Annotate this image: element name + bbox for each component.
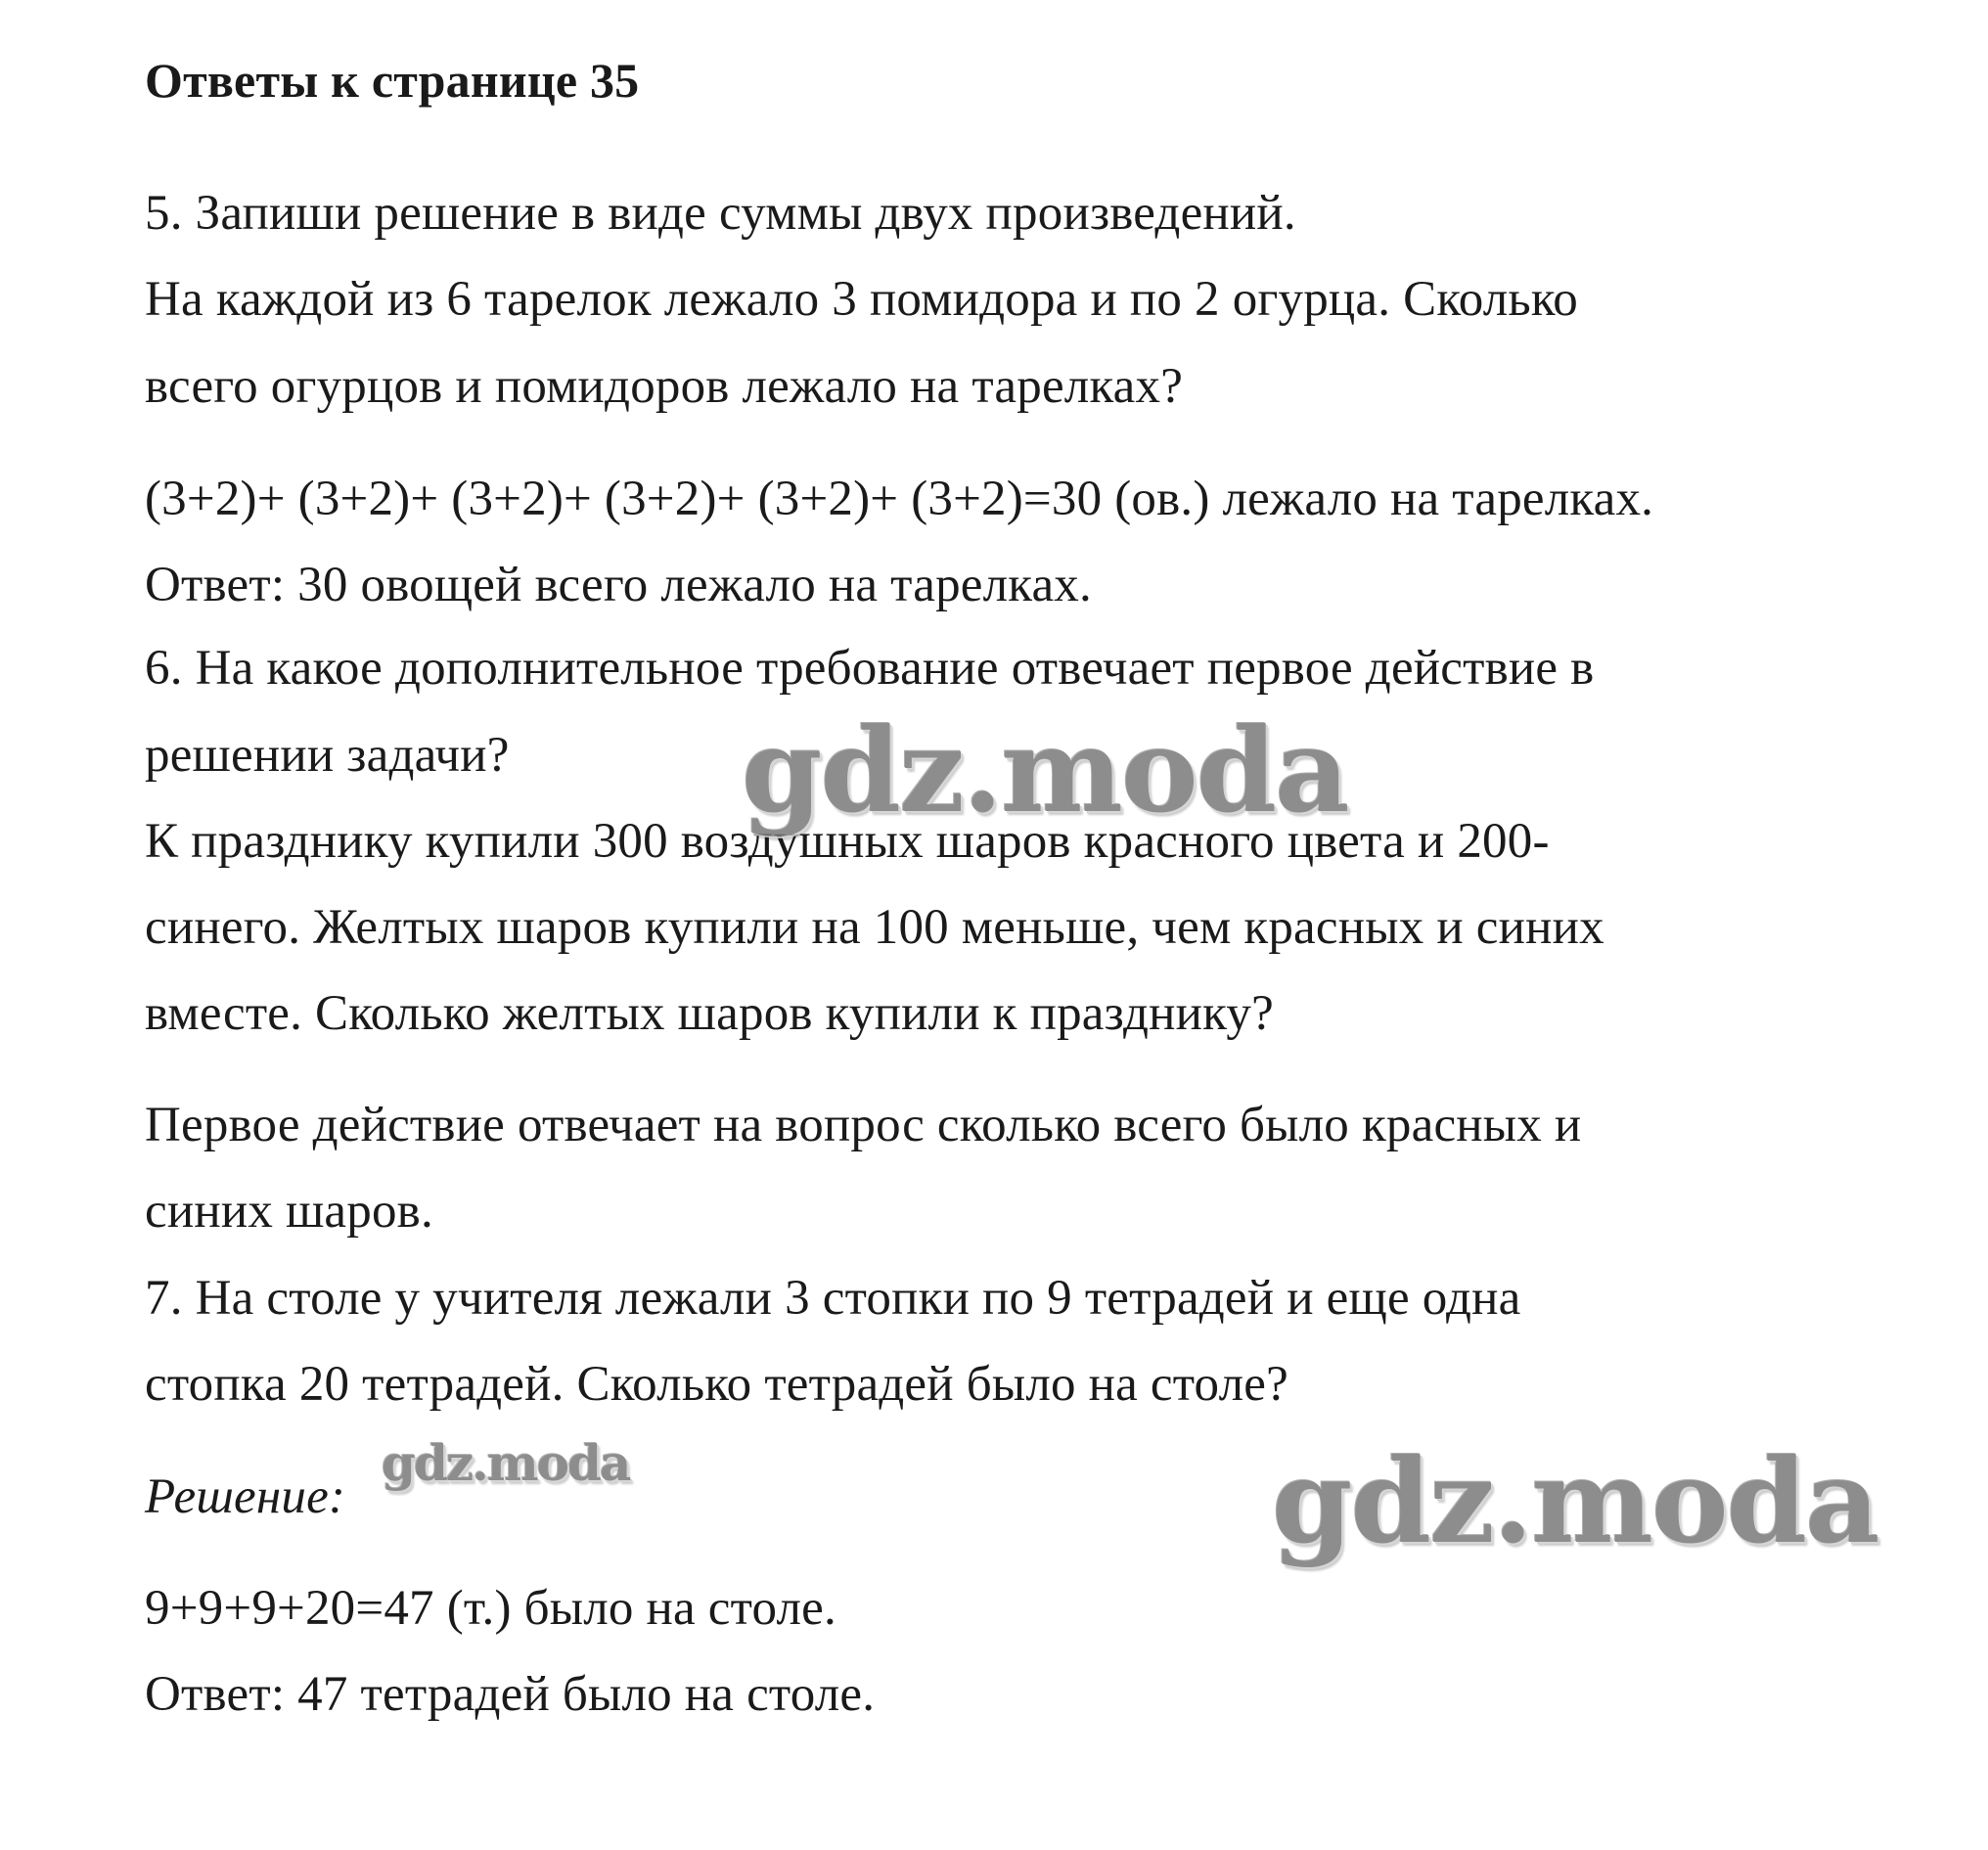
task5-solution: (3+2)+ (3+2)+ (3+2)+ (3+2)+ (3+2)+ (3+2)=30 (ов.) лежало на тарелках. (145, 472, 1654, 526)
task6-text-line2: синего. Желтых шаров купили на 100 меньше, чем красных и синих (145, 900, 1604, 955)
task6-heading-line2: решении задачи? (145, 728, 510, 783)
task7-solution-label: Решение: (145, 1469, 346, 1524)
task5-text-line2: всего огурцов и помидоров лежало на тарелках? (145, 359, 1184, 414)
task6-text-line1: К празднику купили 300 воздушных шаров красного цвета и 200- (145, 814, 1550, 869)
task5-heading: 5. Запиши решение в виде суммы двух произведений. (145, 186, 1296, 241)
task7-solution: 9+9+9+20=47 (т.) было на столе. (145, 1581, 836, 1636)
task5-text-line1: На каждой из 6 тарелок лежало 3 помидора и по 2 огурца. Сколько (145, 272, 1578, 327)
task7-heading-line1: 7. На столе у учителя лежали 3 стопки по 9 тетрадей и еще одна (145, 1271, 1521, 1326)
watermark-bottom-right: gdz.moda (1272, 1433, 1878, 1569)
watermark-middle: gdz.moda (742, 702, 1348, 838)
task6-heading-line1: 6. На какое дополнительное требование отвечает первое действие в (145, 641, 1595, 696)
watermark-small: gdz.moda (382, 1434, 630, 1492)
task6-text-line3: вместе. Сколько желтых шаров купили к празднику? (145, 986, 1274, 1041)
task6-answer-line1: Первое действие отвечает на вопрос сколько всего было красных и (145, 1098, 1582, 1152)
task7-answer: Ответ: 47 тетрадей было на столе. (145, 1667, 876, 1722)
task6-answer-line2: синих шаров. (145, 1184, 433, 1239)
page-title: Ответы к странице 35 (145, 53, 640, 108)
task7-heading-line2: стопка 20 тетрадей. Сколько тетрадей было на столе? (145, 1357, 1288, 1412)
task5-answer: Ответ: 30 овощей всего лежало на тарелках. (145, 558, 1092, 612)
